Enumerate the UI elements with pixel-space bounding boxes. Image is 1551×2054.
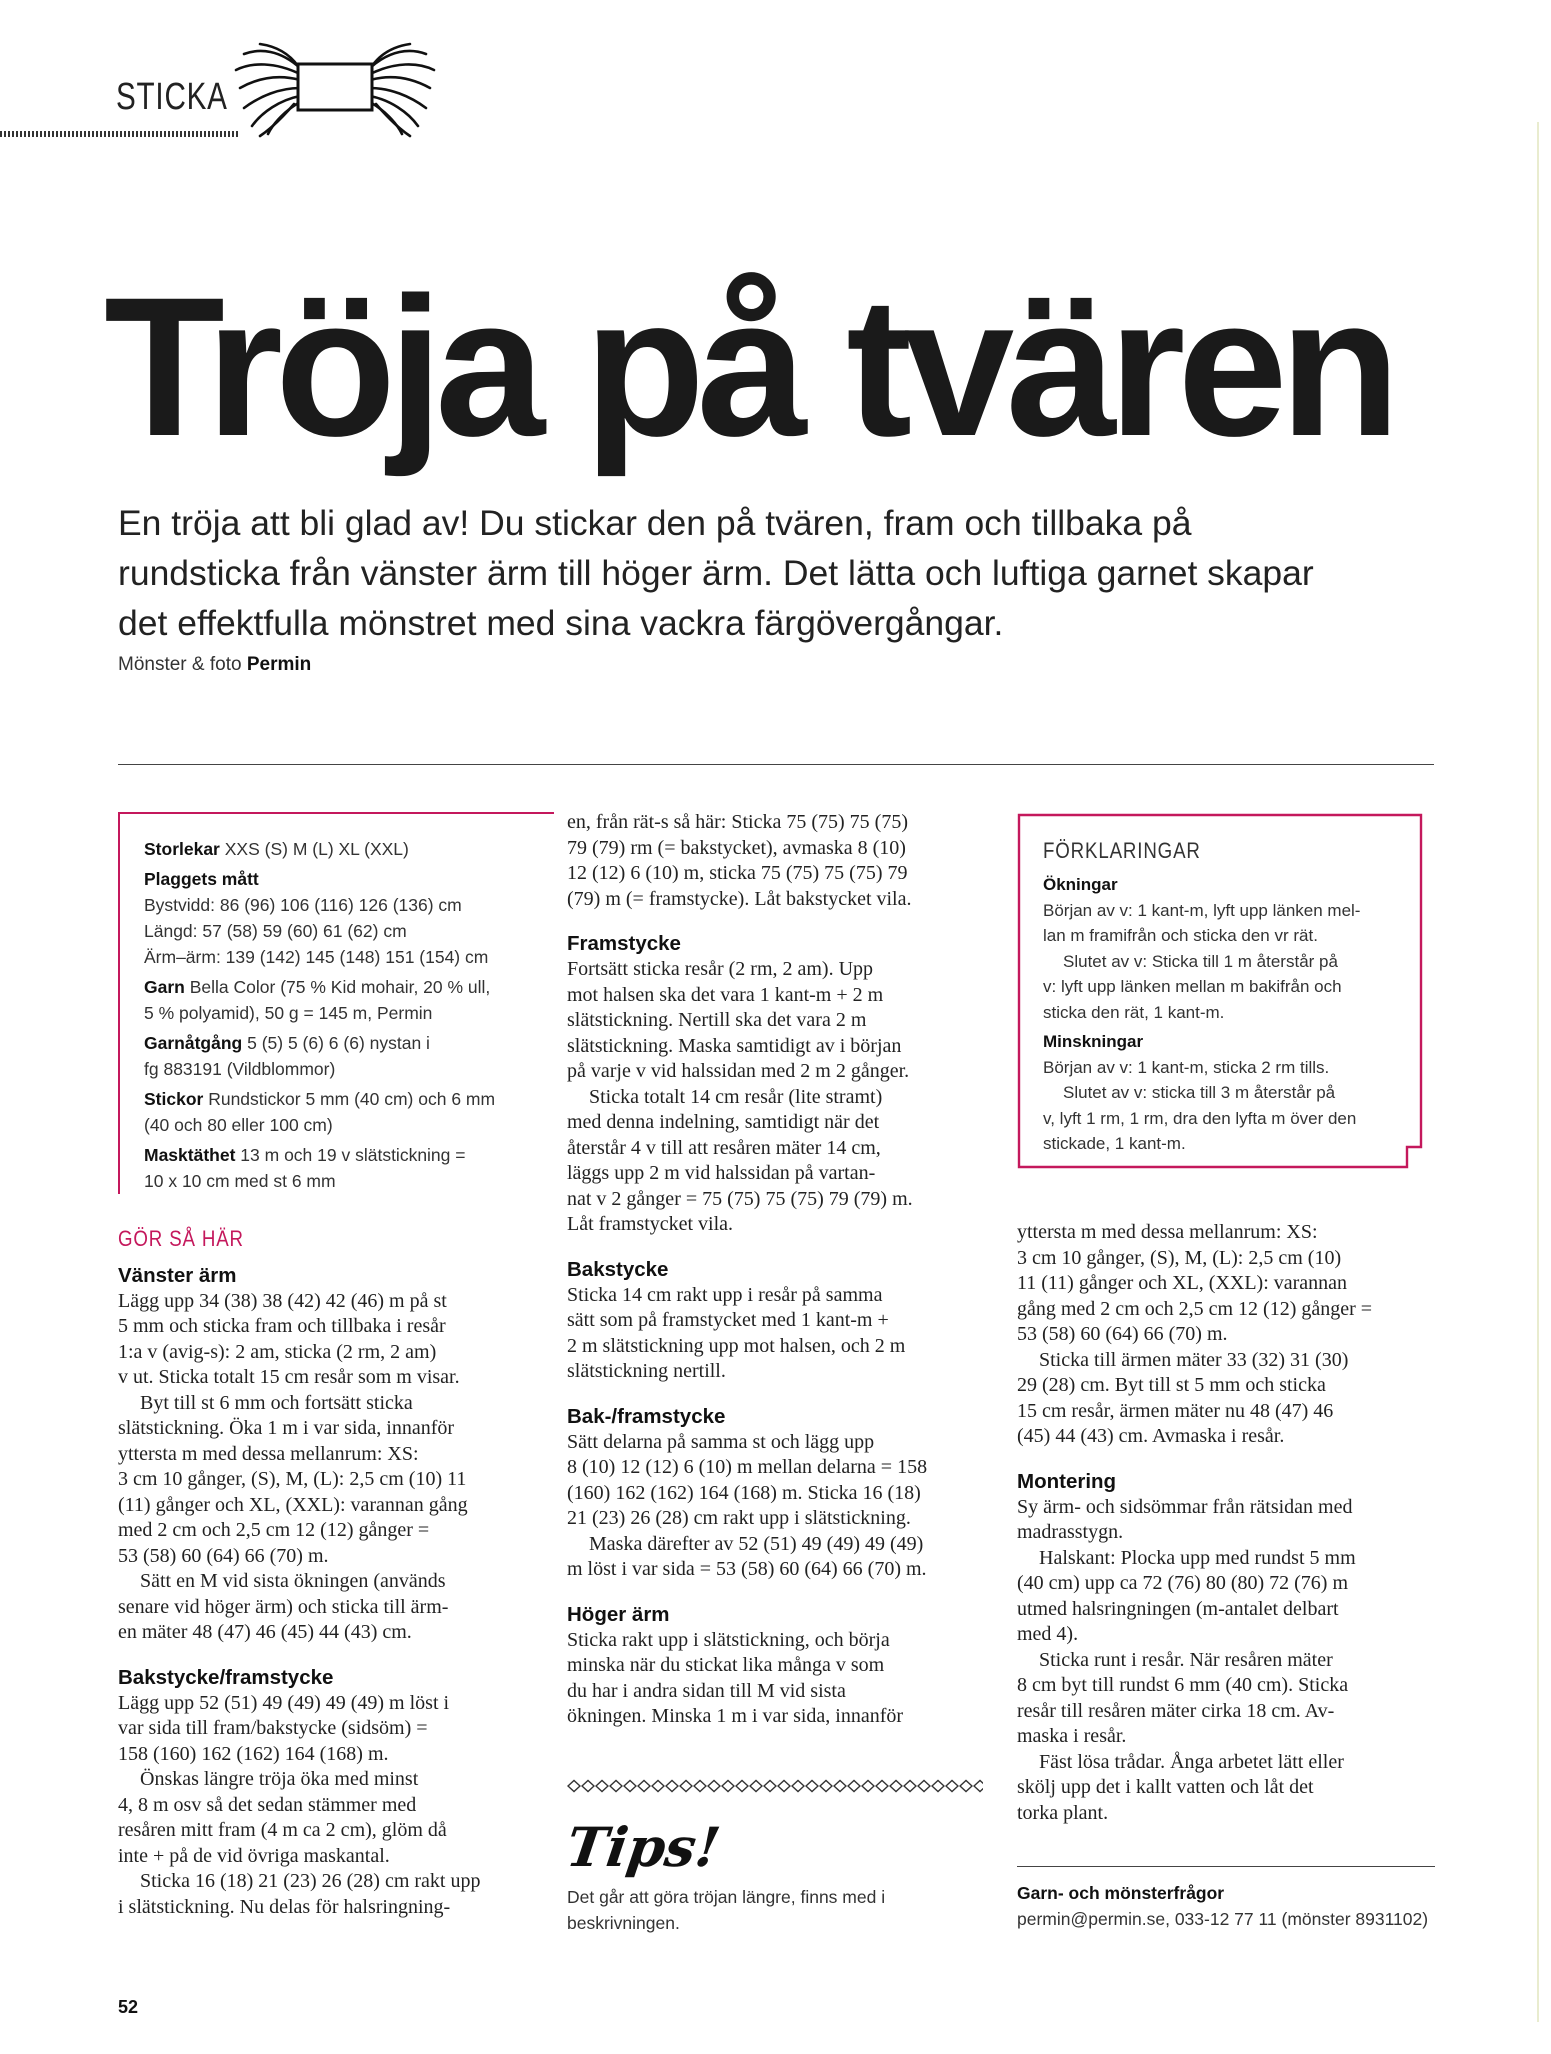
text-line: sticka den rät, 1 kant-m.: [1043, 1002, 1225, 1022]
text-line: Lägg upp 34 (38) 38 (42) 42 (46) m på st: [118, 1289, 447, 1312]
text-line: 12 (12) 6 (10) m, sticka 75 (75) 75 (75) 79: [567, 862, 908, 884]
text-line: madrasstygn.: [1017, 1521, 1124, 1543]
spec-value: Rundstickor 5 mm (40 cm) och 6 mm: [208, 1089, 496, 1109]
specs-box: [118, 812, 554, 1194]
text-line: maska i resår.: [1017, 1725, 1127, 1747]
spec-label: Stickor: [144, 1089, 204, 1109]
contact-text: permin@permin.se, 033-12 77 11 (mönster 8931102): [1017, 1909, 1429, 1929]
text-line: minska när du stickat lika många v som: [567, 1654, 885, 1676]
section-heading: Bakstycke: [567, 1257, 669, 1281]
intro-text: [118, 498, 1418, 648]
text-line: var sida till fram/bakstycke (sidsöm) =: [118, 1717, 428, 1739]
column-1: [118, 1226, 538, 1920]
paragraph: [1017, 1220, 1437, 1348]
paragraph: [567, 1283, 992, 1385]
text-line: en, från rät-s så här: Sticka 75 (75) 75 (75): [567, 811, 908, 833]
page-number: 52: [118, 1997, 139, 2017]
text-line: m löst i var sida = 53 (58) 60 (64) 66 (70) m.: [567, 1558, 927, 1580]
text-line: slätstickning. Nertill ska det vara 2 m: [567, 1009, 867, 1031]
spec-value: XXS (S) M (L) XL (XXL): [224, 839, 409, 859]
intro-line: En tröja att bli glad av! Du stickar den på tvären, fram och tillbaka på: [118, 503, 1192, 543]
text-line: lan m framifrån och sticka den vr rät.: [1043, 926, 1318, 945]
paragraph: [567, 1085, 992, 1238]
text-line: (11) gånger och XL, (XXL): varannan gång: [118, 1493, 468, 1516]
text-line: yttersta m med dessa mellanrum: XS:: [1017, 1221, 1318, 1243]
text-line: Byt till st 6 mm och fortsätt sticka: [140, 1391, 413, 1414]
intro-line: rundsticka från vänster ärm till höger ärm. Det lätta och luftiga garnet skapar: [118, 553, 1314, 593]
text-line: 1:a v (avig-s): 2 am, sticka (2 rm, 2 am): [118, 1340, 437, 1363]
text-line: 3 cm 10 gånger, (S), M, (L): 2,5 cm (10): [1017, 1246, 1342, 1269]
text-line: (79) m (= framstycke). Låt bakstycket vila.: [567, 887, 912, 910]
spec-label: Plaggets mått: [144, 869, 259, 889]
subheading: Minskningar: [1043, 1032, 1144, 1051]
text-line: ökningen. Minska 1 m i var sida, innanför: [567, 1705, 904, 1727]
paragraph: [567, 1628, 992, 1730]
text-line: Sy ärm- och sidsömmar från rätsidan med: [1017, 1495, 1353, 1518]
text-line: Sticka 14 cm rakt upp i resår på samma: [567, 1283, 883, 1306]
text-line: i slätstickning. Nu delas för halsringning-: [118, 1895, 451, 1918]
spec-value: Bella Color (75 % Kid mohair, 20 % ull,: [189, 977, 491, 997]
paragraph: [1017, 1495, 1437, 1546]
paragraph: [567, 1430, 992, 1532]
text-line: Slutet av v: sticka till 3 m återstår på: [1063, 1083, 1336, 1102]
paragraph: [1017, 1546, 1437, 1648]
yarn-contact: [1017, 1880, 1437, 1932]
spec-value: 5 (5) 5 (6) 6 (6) nystan i: [247, 1033, 430, 1053]
credit-prefix: Mönster & foto: [118, 654, 242, 675]
text-line: senare vid höger ärm) och sticka till ärm-: [118, 1595, 449, 1618]
column-2: [567, 810, 992, 1730]
text-line: slätstickning nertill.: [567, 1360, 726, 1382]
text-line: Sticka till ärmen mäter 33 (32) 31 (30): [1039, 1348, 1349, 1371]
text-line: Önskas längre tröja öka med minst: [140, 1768, 419, 1790]
text-line: slätstickning. Maska samtidigt av i början: [567, 1034, 902, 1057]
text-line: du har i andra sidan till M vid sista: [567, 1679, 846, 1702]
explanations-box: [1043, 838, 1413, 1157]
text-line: inte + på de vid övriga maskantal.: [118, 1844, 390, 1867]
text-line: Sticka 16 (18) 21 (23) 26 (28) cm rakt upp: [140, 1870, 481, 1892]
text-line: Sticka rakt upp i slätstickning, och börja: [567, 1628, 890, 1651]
text-line: Lägg upp 52 (51) 49 (49) 49 (49) m löst i: [118, 1691, 450, 1714]
paragraph: [118, 1569, 538, 1646]
text-line: v ut. Sticka totalt 15 cm resår som m visar.: [118, 1366, 460, 1388]
contact-heading: Garn- och mönsterfrågor: [1017, 1883, 1225, 1903]
text-line: 3 cm 10 gånger, (S), M, (L): 2,5 cm (10) 11: [118, 1468, 467, 1490]
spec-value: 10 x 10 cm med st 6 mm: [144, 1171, 336, 1191]
text-line: nat v 2 gånger = 75 (75) 75 (75) 79 (79) m.: [567, 1187, 913, 1210]
subheading: Ökningar: [1043, 875, 1118, 894]
text-line: (45) 44 (43) cm. Avmaska i resår.: [1017, 1425, 1285, 1447]
text-line: 5 mm och sticka fram och tillbaka i resår: [118, 1315, 446, 1337]
page-edge-mark: [1537, 122, 1539, 2022]
text-line: Slutet av v: Sticka till 1 m återstår på: [1063, 951, 1338, 971]
spec-label: Garn: [144, 977, 185, 997]
section-heading: Höger ärm: [567, 1602, 670, 1626]
divider: [118, 764, 1434, 765]
text-line: resår till resåren mäter cirka 18 cm. Av-: [1017, 1699, 1335, 1722]
text-line: (160) 162 (162) 164 (168) m. Sticka 16 (18): [567, 1481, 921, 1504]
text-line: 53 (58) 60 (64) 66 (70) m.: [1017, 1323, 1228, 1345]
text-line: Maska därefter av 52 (51) 49 (49) 49 (49): [589, 1532, 924, 1555]
spec-value: (40 och 80 eller 100 cm): [144, 1115, 333, 1135]
text-line: skölj upp det i kallt vatten och låt det: [1017, 1776, 1314, 1798]
spec-label: Garnåtgång: [144, 1033, 243, 1053]
spec-value: Ärm–ärm: 139 (142) 145 (148) 151 (154) cm: [144, 947, 489, 967]
paragraph: [118, 1767, 538, 1869]
credit-line: [118, 654, 311, 676]
section-kicker: GÖR SÅ HÄR: [118, 1226, 244, 1251]
paragraph: [1017, 1648, 1437, 1750]
section-heading: Montering: [1017, 1469, 1117, 1493]
text-line: sätt som på framstycket med 1 kant-m +: [567, 1309, 889, 1331]
text-line: 2 m slätstickning upp mot halsen, och 2 m: [567, 1334, 906, 1357]
text-line: Det går att göra tröjan längre, finns med i: [567, 1887, 886, 1907]
paragraph: [567, 1532, 992, 1583]
section-label: STICKA: [116, 76, 228, 118]
text-line: yttersta m med dessa mellanrum: XS:: [118, 1442, 419, 1465]
paragraph: [118, 1869, 538, 1920]
spec-value: Längd: 57 (58) 59 (60) 61 (62) cm: [144, 921, 407, 941]
header-rule: [0, 131, 240, 137]
text-line: 8 (10) 12 (12) 6 (10) m mellan delarna = 158: [567, 1456, 928, 1478]
diamond-divider: [567, 1779, 983, 1793]
column-3: [1017, 1220, 1437, 1826]
spec-value: 5 % polyamid), 50 g = 145 m, Permin: [144, 1003, 433, 1023]
text-line: Sätt en M vid sista ökningen (används: [140, 1570, 446, 1592]
text-line: 4, 8 m osv så det sedan stämmer med: [118, 1793, 417, 1816]
tips-text: [567, 1884, 987, 1936]
text-line: 21 (23) 26 (28) cm rakt upp i slätstickning.: [567, 1507, 911, 1529]
text-line: v: lyft upp länken mellan m bakifrån och: [1043, 977, 1342, 996]
text-line: v, lyft 1 rm, 1 rm, dra den lyfta m över den: [1043, 1108, 1357, 1128]
paragraph: [118, 1691, 538, 1768]
credit-name: Permin: [246, 654, 312, 675]
paragraph: [118, 1289, 538, 1391]
text-line: med 4).: [1017, 1623, 1079, 1645]
text-line: 53 (58) 60 (64) 66 (70) m.: [118, 1544, 329, 1567]
text-line: gång med 2 cm och 2,5 cm 12 (12) gånger =: [1017, 1297, 1373, 1320]
spec-value: 13 m och 19 v slätstickning =: [240, 1145, 466, 1165]
page-title: Tröja på tvären: [104, 256, 1393, 477]
paragraph: [1017, 1348, 1437, 1450]
text-line: (40 cm) upp ca 72 (76) 80 (80) 72 (76) m: [1017, 1572, 1349, 1594]
text-line: 11 (11) gånger och XL, (XXL): varannan: [1017, 1272, 1348, 1294]
section-heading: Vänster ärm: [118, 1263, 237, 1287]
tips-title: Tips!: [562, 1815, 725, 1879]
paragraph: [567, 957, 992, 1085]
spec-label: Storlekar: [144, 839, 220, 859]
section-heading: Framstycke: [567, 932, 681, 955]
text-line: med 2 cm och 2,5 cm 12 (12) gånger =: [118, 1519, 430, 1541]
paragraph: [567, 810, 992, 912]
spec-label: Masktäthet: [144, 1145, 236, 1165]
text-line: slätstickning. Öka 1 m i var sida, innanför: [118, 1417, 455, 1439]
text-line: Början av v: 1 kant-m, sticka 2 rm tills.: [1043, 1057, 1330, 1077]
text-line: torka plant.: [1017, 1801, 1109, 1824]
text-line: Låt framstycket vila.: [567, 1213, 734, 1235]
intro-line: det effektfulla mönstret med sina vackra färgövergångar.: [118, 603, 1004, 643]
text-line: resåren mitt fram (4 m ca 2 cm), glöm då: [118, 1819, 447, 1841]
text-line: Fortsätt sticka resår (2 rm, 2 am). Upp: [567, 958, 874, 980]
text-line: Början av v: 1 kant-m, lyft upp länken mel-: [1043, 900, 1361, 920]
text-line: 158 (160) 162 (162) 164 (168) m.: [118, 1742, 389, 1765]
text-line: Sätt delarna på samma st och lägg upp: [567, 1430, 875, 1453]
text-line: läggs upp 2 m vid halssidan på vartan-: [567, 1162, 876, 1184]
text-line: 79 (79) rm (= bakstycket), avmaska 8 (10): [567, 836, 906, 859]
text-line: Sticka runt i resår. När resåren mäter: [1039, 1648, 1333, 1671]
section-heading: Bak-/framstycke: [567, 1404, 726, 1428]
text-line: på varje v vid halssidan med 2 m 2 gånger.: [567, 1060, 910, 1082]
section-kicker: FÖRKLARINGAR: [1043, 838, 1201, 863]
text-line: Halskant: Plocka upp med rundst 5 mm: [1039, 1546, 1356, 1569]
yarn-skein-icon: [230, 40, 440, 140]
text-line: beskrivningen.: [567, 1913, 680, 1933]
paragraph: [118, 1391, 538, 1570]
text-line: 29 (28) cm. Byt till st 5 mm och sticka: [1017, 1374, 1326, 1396]
text-line: med denna indelning, samtidigt när det: [567, 1111, 880, 1133]
text-line: 8 cm byt till rundst 6 mm (40 cm). Sticka: [1017, 1674, 1349, 1696]
text-line: en mäter 48 (47) 46 (45) 44 (43) cm.: [118, 1621, 412, 1643]
text-line: återstår 4 v till att resåren mäter 14 cm,: [567, 1136, 881, 1159]
text-line: Fäst lösa trådar. Ånga arbetet lätt eller: [1039, 1750, 1344, 1773]
section-heading: Bakstycke/framstycke: [118, 1665, 334, 1689]
text-line: stickade, 1 kant-m.: [1043, 1134, 1186, 1153]
spec-value: Bystvidd: 86 (96) 106 (116) 126 (136) cm: [144, 895, 462, 915]
text-line: Sticka totalt 14 cm resår (lite stramt): [589, 1085, 883, 1108]
divider: [1017, 1866, 1435, 1867]
spec-value: fg 883191 (Vildblommor): [144, 1059, 336, 1079]
text-line: mot halsen ska det vara 1 kant-m + 2 m: [567, 983, 884, 1006]
text-line: utmed halsringningen (m-antalet delbart: [1017, 1597, 1339, 1620]
paragraph: [1017, 1750, 1437, 1827]
text-line: 15 cm resår, ärmen mäter nu 48 (47) 46: [1017, 1399, 1334, 1422]
